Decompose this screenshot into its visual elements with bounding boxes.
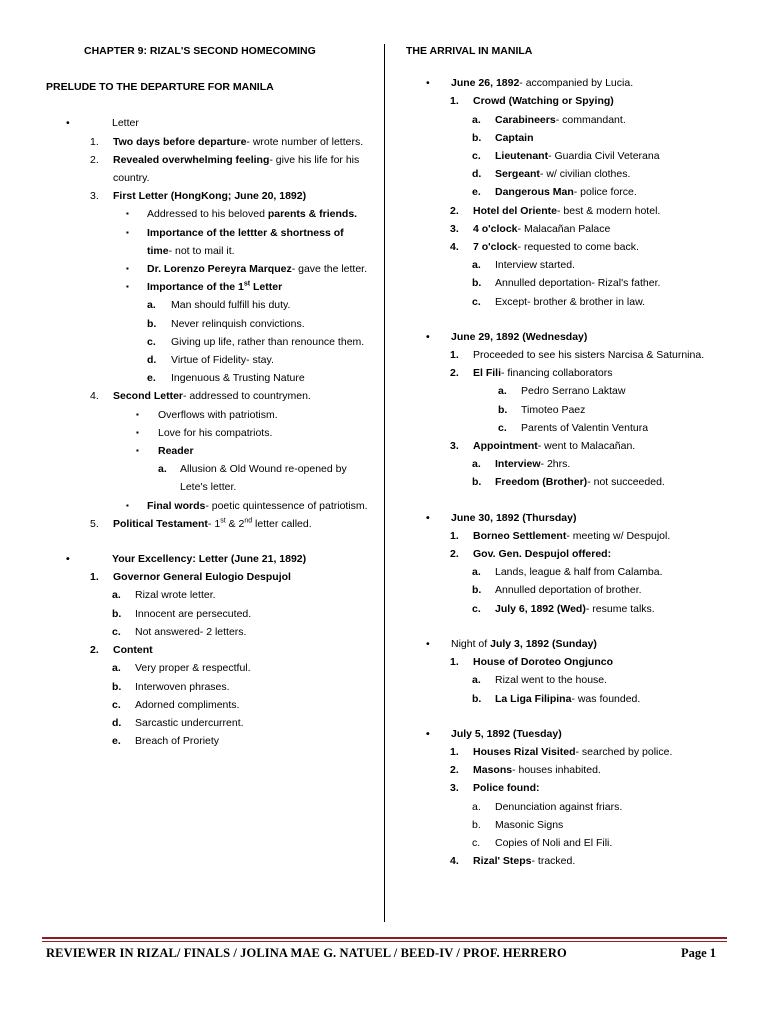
left-column [46,42,368,750]
list-item: a. Denunciation against friars. [472,800,623,813]
list-item: 2. El Fili- financing collaborators [450,367,613,380]
list-item: 1. House of Doroteo Ongjunco [450,656,613,669]
footer-rule [42,937,727,939]
list-item: a. Carabineers- commandant. [472,113,626,126]
list-item: a. Rizal wrote letter. [112,589,216,602]
list-item-july5: • July 5, 1892 (Tuesday) [426,727,562,740]
list-item: 3. Police found: [450,782,540,795]
list-item-your-excellency: • Your Excellency: Letter (June 21, 1892) [66,553,307,566]
list-item: b. Timoteo Paez [498,403,586,416]
list-item: a. Interview started. [472,259,575,272]
list-item: d. Sarcastic undercurrent. [112,716,244,729]
list-item: 4. 7 o'clock- requested to come back. [450,241,639,254]
list-item: 3. Appointment- went to Malacañan. [450,440,636,453]
list-item: ▪ Importance of the lettter & shortness of time- not to mail it. [126,226,344,257]
list-item: ▪ Overflows with patriotism. [136,408,278,421]
list-item: 2. Gov. Gen. Despujol offered: [450,548,612,561]
list-item: b. La Liga Filipina- was founded. [472,692,641,705]
list-item: a. Man should fulfill his duty. [147,299,291,312]
chapter-title: CHAPTER 9: RIZAL'S SECOND HOMECOMING [84,45,316,57]
list-item: 1. Two days before departure- wrote number of letters. [90,135,364,148]
list-item-june30: • June 30, 1892 (Thursday) [426,511,577,524]
section-title-arrival: THE ARRIVAL IN MANILA [406,45,533,57]
list-item: a. Lands, league & half from Calamba. [472,566,663,579]
list-item: b. Never relinquish convictions. [147,317,305,330]
list-item: c. Lieutenant- Guardia Civil Veterana [472,150,660,163]
list-item: c. Giving up life, rather than renounce them. [147,335,365,348]
list-item: b. Captain [472,131,534,144]
list-item: 3. 4 o'clock- Malacañan Palace [450,222,611,235]
list-item: a. Interview- 2hrs. [472,458,571,471]
list-item: 1. Proceeded to see his sisters Narcisa & Saturnina. [450,349,705,362]
footer-rule [42,941,727,942]
list-item: c. Adorned compliments. [112,698,240,711]
list-item: e. Dangerous Man- police force. [472,186,637,199]
list-item: c. Copies of Noli and El Fili. [472,836,613,849]
list-item-governor: 1. Governor General Eulogio Despujol [90,571,291,584]
list-item: b. Freedom (Brother)- not succeeded. [472,476,665,489]
list-item-second-letter: 4. Second Letter- addressed to countrymen. [90,390,311,403]
column-divider [384,44,385,922]
list-item-final-words: ▪ Final words- poetic quintessence of patriotism. [126,499,368,512]
list-item: ▪ Dr. Lorenzo Pereyra Marquez- gave the letter. [126,263,368,276]
list-item: a. Pedro Serrano Laktaw [498,385,626,398]
list-item: 2. Masons- houses inhabited. [450,764,601,777]
list-item: c. Parents of Valentin Ventura [498,421,649,434]
list-item-content: 2. Content [90,644,153,657]
list-item: 4. Rizal' Steps- tracked. [450,855,576,868]
list-item-july3: • Night of July 3, 1892 (Sunday) [426,637,597,650]
list-item: a. Very proper & respectful. [112,662,251,675]
list-item-reader: ▪ Reader [136,445,194,458]
footer-text: REVIEWER IN RIZAL/ FINALS / JOLINA MAE G. NATUEL / BEED-IV / PROF. HERRERO [46,946,567,960]
list-item: a. Allusion & Old Wound re-opened by Lete's letter. [158,463,347,494]
list-item: c. July 6, 1892 (Wed)- resume talks. [472,602,655,615]
list-item: 1. Houses Rizal Visited- searched by police. [450,745,673,758]
list-item: 2. Hotel del Oriente- best & modern hotel. [450,204,661,217]
list-item: ▪ Love for his compatriots. [136,426,273,439]
list-item: 1. Borneo Settlement- meeting w/ Despujol. [450,529,671,542]
list-item-letter: • Letter [46,114,368,132]
bullet-marker: • [66,117,70,130]
list-item: b. Annulled deportation of brother. [472,584,642,597]
list-item: d. Sergeant- w/ civilian clothes. [472,168,631,181]
list-item: c. Not answered- 2 letters. [112,625,247,638]
list-item: c. Except- brother & brother in law. [472,295,645,308]
page-number: Page 1 [681,946,717,960]
list-item: b. Interwoven phrases. [112,680,230,693]
list-item: b. Masonic Signs [472,818,564,831]
list-item: 3. First Letter (HongKong; June 20, 1892) [90,190,307,203]
section-title-prelude: PRELUDE TO THE DEPARTURE FOR MANILA [46,81,274,94]
list-item: e. Breach of Proriety [112,735,220,748]
list-item-june26: • June 26, 1892- accompanied by Lucia. [426,77,634,90]
right-column [406,42,746,870]
list-item: 2. Revealed overwhelming feeling- give his life for his country. [90,153,360,185]
list-item: e. Ingenuous & Trusting Nature [147,372,305,385]
list-item: a. Rizal went to the house. [472,674,608,687]
list-item-importance-first: ▪ Importance of the 1st Letter [126,280,283,294]
list-item: b. Innocent are persecuted. [112,607,252,620]
list-item: b. Annulled deportation- Rizal's father. [472,277,661,290]
list-item-june29: • June 29, 1892 (Wednesday) [426,330,588,343]
list-item-crowd: 1. Crowd (Watching or Spying) [450,95,614,108]
list-item: ▪ Addressed to his beloved parents & friends. [126,208,358,221]
list-item-political-testament: 5. Political Testament- 1st & 2nd letter called. [90,517,312,530]
list-item: d. Virtue of Fidelity- stay. [147,354,274,367]
